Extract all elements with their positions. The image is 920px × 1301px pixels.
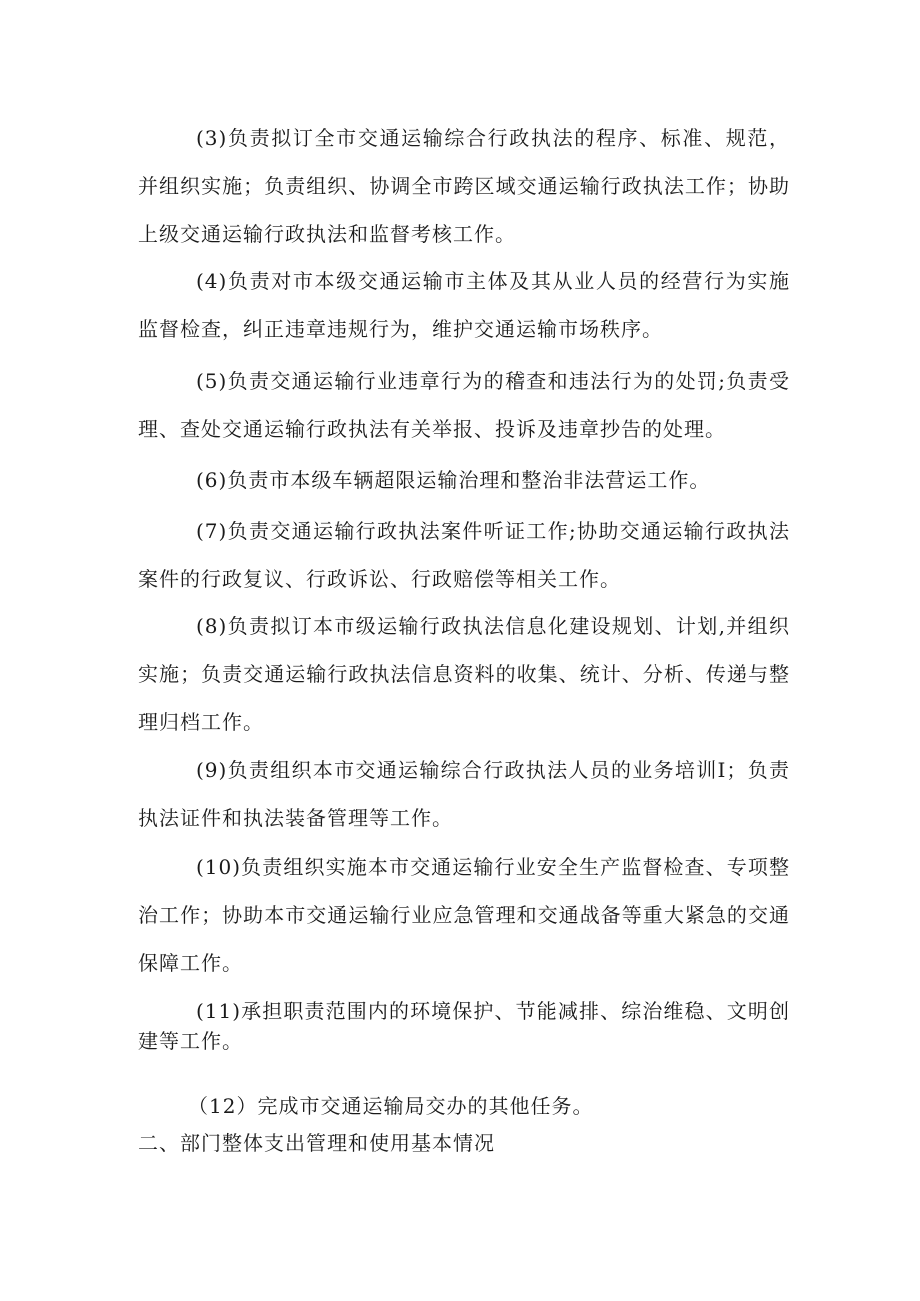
section-heading: 二、部门整体支出管理和使用基本情况 (138, 1131, 495, 1155)
duty-paragraph-4: (4)负责对市本级交通运输市主体及其从业人员的经营行为实施监督检查，纠正违章违规行为，维护交通运输市场秩序。 (138, 269, 790, 341)
duty-paragraph-9: (9)负责组织本市交通运输综合行政执法人员的业务培训I；负责执法证件和执法装备管理等工作。 (138, 758, 790, 830)
duty-paragraph-11: (11)承担职责范围内的环境保护、节能减排、综治维稳、文明创建等工作。 (138, 999, 790, 1053)
duty-paragraph-8: (8)负责拟订本市级运输行政执法信息化建设规划、计划,并组织实施；负责交通运输行政执法信息资料的收集、统计、分析、传递与整理归档工作。 (138, 614, 790, 734)
duty-paragraph-3: (3)负责拟订全市交通运输综合行政执法的程序、标准、规范，并组织实施；负责组织、协调全市跨区域交通运输行政执法工作；协助上级交通运输行政执法和监督考核工作。 (138, 126, 790, 246)
duty-paragraph-12: （12）完成市交通运输局交办的其他任务。 (188, 1094, 594, 1118)
duty-paragraph-7: (7)负责交通运输行政执法案件听证工作;协助交通运输行政执法案件的行政复议、行政诉讼、行政赔偿等相关工作。 (138, 519, 790, 591)
duty-paragraph-10: (10)负责组织实施本市交通运输行业安全生产监督检查、专项整治工作；协助本市交通运输行业应急管理和交通战备等重大紧急的交通保障工作。 (138, 855, 790, 975)
duty-paragraph-6: (6)负责市本级车辆超限运输治理和整治非法营运工作。 (196, 468, 711, 492)
duty-paragraph-5: (5)负责交通运输行业违章行为的稽查和违法行为的处罚;负责受理、查处交通运输行政执法有关举报、投诉及违章抄告的处理。 (138, 369, 790, 441)
